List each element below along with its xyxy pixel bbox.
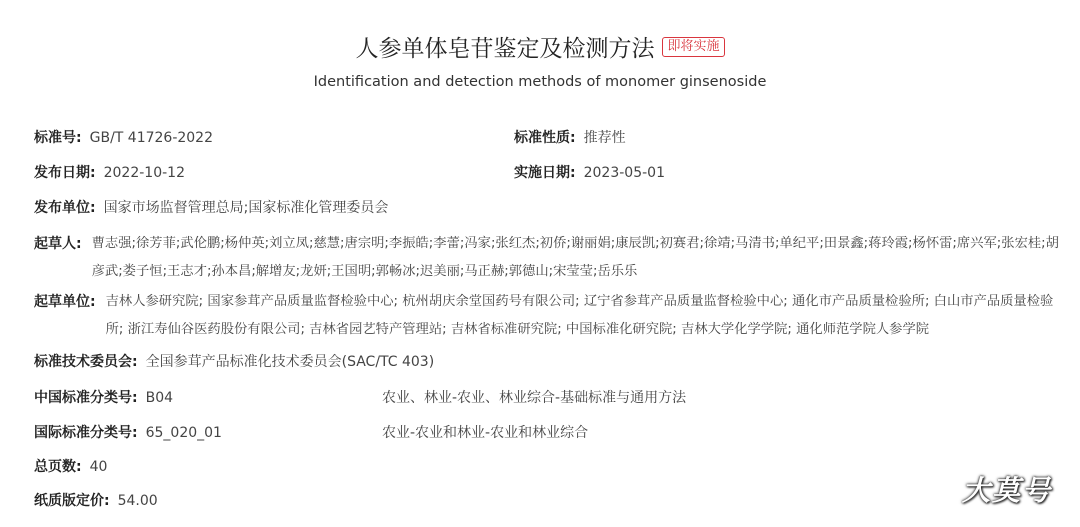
watermark-logo: 大莫号 [961, 474, 1052, 507]
ccs-value: B04 [145, 390, 174, 406]
field-committee [34, 352, 434, 373]
price-value: 54.00 [117, 493, 158, 509]
impl-date-label: 实施日期: [514, 165, 576, 181]
field-publisher [34, 198, 388, 219]
field-publish-date [34, 163, 185, 184]
field-ccs [34, 388, 173, 409]
drafting-units-value: 吉林人参研究院; 国家参茸产品质量监督检验中心; 杭州胡庆余堂国药号有限公司; 辽宁省参茸产品质量监督检验中心; 通化市产品质量检验所; 白山市产品质量检验所; 浙江寿仙谷医药股份有限公司; 吉林省园艺特产管理站; 吉林省标准研究院; 中国标准化研究院; 吉林大学化学学院; 通化师范学院人参学院 [105, 294, 1054, 337]
field-ics [34, 423, 222, 444]
standard-no-label: 标准号: [34, 130, 82, 146]
field-price [34, 491, 158, 512]
committee-label: 标准技术委员会: [34, 354, 138, 370]
drafters-value: 曹志强;徐芳菲;武伦鹏;杨仲英;刘立凤;慈慧;唐宗明;李振皓;李蕾;冯家;张红杰;初侨;谢丽娟;康辰凯;初赛君;徐靖;马清书;单纪平;田景鑫;蒋玲霞;杨怀雷;席兴军;张宏桂;胡彦武;娄子恒;王志才;孙本昌;解增友;龙妍;王国明;郭畅冰;迟美丽;马正赫;郭德山;宋莹莹;岳乐乐 [91, 236, 1059, 279]
ics-value: 65_020_01 [145, 425, 222, 441]
standard-nature-label: 标准性质: [514, 130, 576, 146]
pages-value: 40 [89, 459, 108, 475]
drafting-units-label: 起草单位: [34, 294, 96, 310]
field-ccs-desc [382, 388, 686, 409]
page-subtitle: Identification and detection methods of monomer ginsenoside [313, 74, 767, 90]
title-row [0, 30, 1080, 63]
page-title: 人参单体皂苷鉴定及检测方法 [355, 36, 655, 62]
publisher-label: 发布单位: [34, 200, 96, 216]
committee-value: 全国参茸产品标准化技术委员会(SAC/TC 403) [145, 354, 435, 370]
publish-date-value: 2022-10-12 [103, 165, 185, 181]
publish-date-label: 发布日期: [34, 165, 96, 181]
standard-nature-value: 推荐性 [583, 130, 626, 146]
publisher-value: 国家市场监督管理总局;国家标准化管理委员会 [103, 200, 389, 216]
pages-label: 总页数: [34, 459, 82, 475]
status-badge: 即将实施 [662, 37, 724, 57]
field-standard-nature [514, 128, 626, 149]
field-impl-date [514, 163, 665, 184]
ics-label: 国际标准分类号: [34, 425, 138, 441]
ics-desc: 农业-农业和林业-农业和林业综合 [382, 425, 589, 441]
drafters-label: 起草人: [34, 236, 82, 252]
impl-date-value: 2023-05-01 [583, 165, 665, 181]
field-pages [34, 457, 107, 478]
ccs-desc: 农业、林业-农业、林业综合-基础标准与通用方法 [382, 390, 687, 406]
field-drafting-units [34, 288, 1064, 344]
price-label: 纸质版定价: [34, 493, 110, 509]
standard-no-value: GB/T 41726-2022 [89, 130, 213, 146]
field-drafters [34, 230, 1064, 286]
field-standard-no [34, 128, 213, 149]
field-ics-desc [382, 423, 588, 444]
ccs-label: 中国标准分类号: [34, 390, 138, 406]
